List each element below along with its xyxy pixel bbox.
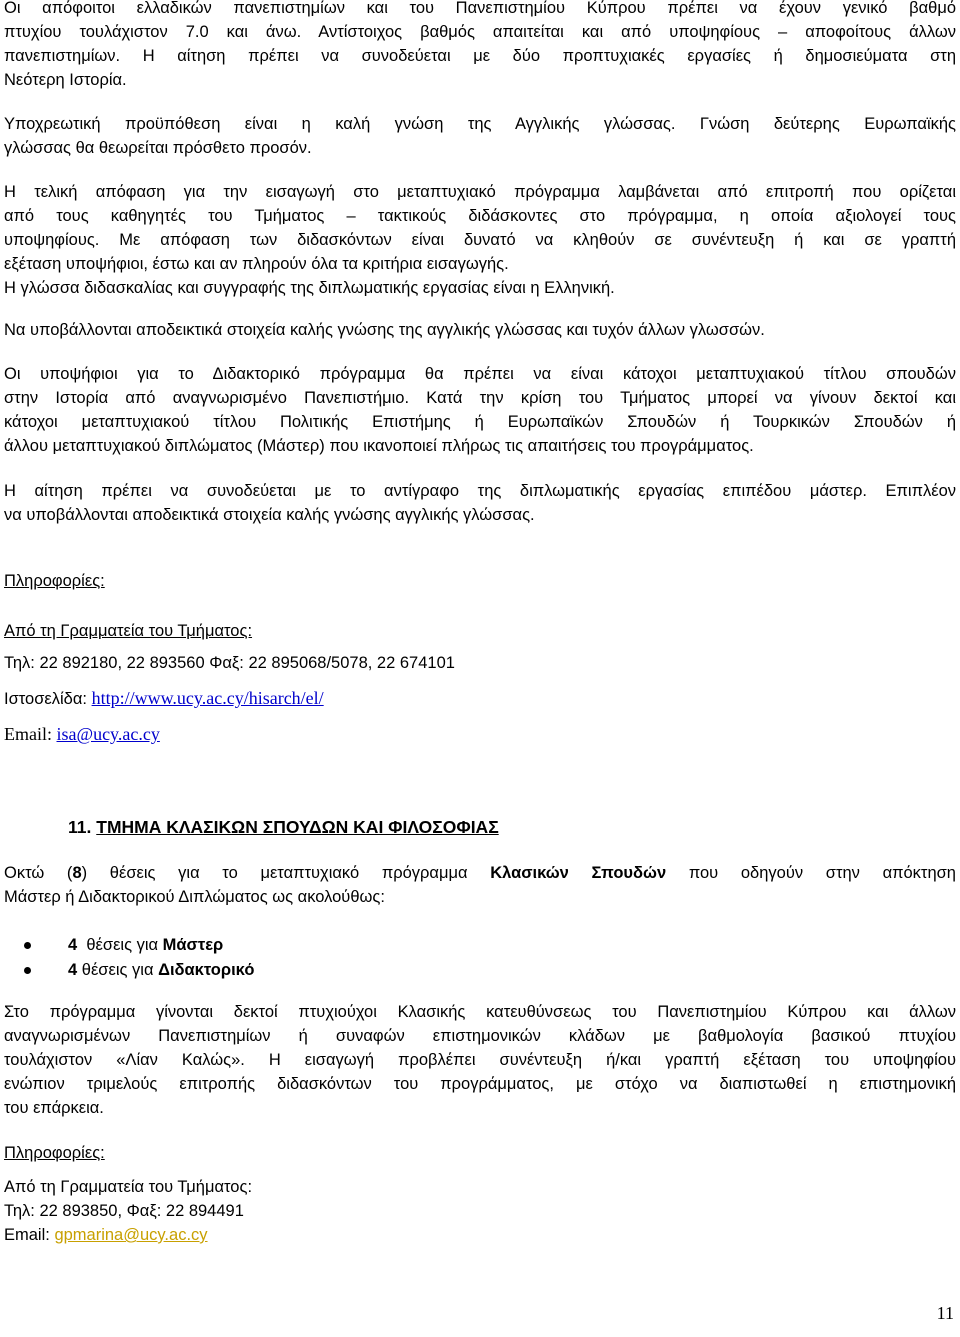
website-line [4, 686, 956, 710]
text-line: Η αίτηση πρέπει να συνοδεύεται με το αντίγραφο της διπλωματικής εργασίας επιπέδου μάστερ. Επιπλέον [4, 482, 956, 500]
text-line: στην Ιστορία από αναγνωρισμένο Πανεπιστήμιο. Κατά την κρίση του Τμήματος μπορεί να γίνουν δεκτοί και [4, 389, 956, 407]
paragraph-positions-intro [4, 861, 956, 909]
email-label: Email: [4, 724, 57, 744]
phone-line [4, 651, 956, 675]
info-label: Πληροφορίες: [4, 1144, 105, 1162]
email-label: Email: [4, 1226, 55, 1244]
text-line: κάτοχοι μεταπτυχιακού τίτλου Πολιτικής Επιστήμης ή Ευρωπαϊκών Σπουδών ή Τουρκικών Σπουδών ή [4, 413, 956, 431]
text-line: Οι απόφοιτοι ελλαδικών πανεπιστημίων και του Πανεπιστημίου Κύπρου πρέπει να έχουν γενικό βαθμό [4, 0, 956, 17]
text-line: Οκτώ (8) θέσεις για το μεταπτυχιακό πρόγραμμα Κλασικών Σπουδών που οδηγούν στην απόκτηση [4, 864, 956, 882]
email-link[interactable]: gpmarina@ucy.ac.cy [54, 1226, 208, 1244]
info-label: Πληροφορίες: [4, 572, 105, 590]
text-line: του επάρκεια. [4, 1099, 104, 1117]
secretariat-label: Από τη Γραμματεία του Τμήματος: [4, 1178, 253, 1196]
list-item: 4 θέσεις για Διδακτορικό [22, 958, 254, 983]
paragraph-final-decision [4, 180, 956, 300]
text-line: Νεότερη Ιστορία. [4, 71, 127, 89]
paragraph-application-docs [4, 479, 956, 527]
secretariat-heading [4, 1175, 956, 1199]
info-block-classics [4, 1141, 956, 1165]
text-line: αναγνωρισμένων Πανεπιστημίων ή συναφών επιστημονικών κλάδων με βαθμολογία βασικού πτυχίου [4, 1027, 956, 1045]
email-line [4, 722, 956, 746]
text-line: Η γλώσσα διδασκαλίας και συγγραφής της διπλωματικής εργασίας είναι η Ελληνική. [4, 279, 615, 297]
text-line: εξέταση υποψήφιοι, έστω και αν πληρούν όλα τα κριτήρια εισαγωγής. [4, 255, 509, 273]
text-line: να υποβάλλονται αποδεικτικά στοιχεία καλής γνώσης αγγλικής γλώσσας. [4, 506, 535, 524]
text-line: υποψηφίους. Με απόφαση των διδασκόντων είναι δυνατό να κληθούν σε συνέντευξη ή και σε γραπτή [4, 231, 956, 249]
text-line: Μάστερ ή Διδακτορικού Διπλώματος ως ακολούθως: [4, 888, 385, 906]
text-line: τουλάχιστον «Λίαν Καλώς». Η εισαγωγή προβλέπει συνέντευξη ή/και γραπτή εξέταση του υποψηφίου [4, 1051, 956, 1069]
bullet-icon [24, 967, 31, 974]
email-link[interactable]: isa@ucy.ac.cy [56, 724, 160, 744]
text-line: Οι υποψήφιοι για το Διδακτορικό πρόγραμμα θα πρέπει να είναι κάτοχοι μεταπτυχιακού τίτλου σπουδών [4, 365, 956, 383]
paragraph-classics-admission [4, 1000, 956, 1120]
secretariat-label: Από τη Γραμματεία του Τμήματος: [4, 622, 253, 640]
paragraph-doctoral-candidates [4, 362, 956, 458]
text-line: άλλου μεταπτυχιακού διπλώματος (Μάστερ) που ικανοποιεί πλήρως τις απαιτήσεις του προγράμματος. [4, 437, 754, 455]
section-heading [68, 817, 499, 838]
text-line: από τους καθηγητές του Τμήματος – τακτικούς διδάσκοντες στο πρόγραμμα, η οποία αξιολογεί τους [4, 207, 956, 225]
positions-list [22, 933, 254, 983]
phone-fax-text: Τηλ: 22 893850, Φαξ: 22 894491 [4, 1202, 244, 1220]
bullet-icon [24, 942, 31, 949]
section-title: ΤΜΗΜΑ ΚΛΑΣΙΚΩΝ ΣΠΟΥΔΩΝ ΚΑΙ ΦΙΛΟΣΟΦΙΑΣ [96, 817, 499, 837]
phone-fax-text: Τηλ: 22 892180, 22 893560 Φαξ: 22 895068/5078, 22 674101 [4, 654, 455, 672]
text-line: πανεπιστημίων. Η αίτηση πρέπει να συνοδεύεται με δύο προπτυχιακές εργασίες ή δημοσιεύματα στη [4, 47, 956, 65]
email-line [4, 1223, 956, 1247]
text-line: Να υποβάλλονται αποδεικτικά στοιχεία καλής γνώσης της αγγλικής γλώσσας και τυχόν άλλων γλωσσών. [4, 321, 765, 339]
website-link[interactable]: http://www.ucy.ac.cy/hisarch/el/ [91, 688, 324, 708]
secretariat-heading [4, 619, 956, 643]
paragraph-language-proof [4, 318, 956, 342]
list-item: 4 θέσεις για Μάστερ [22, 933, 254, 958]
text-line: Η τελική απόφαση για την εισαγωγή στο μεταπτυχιακό πρόγραμμα λαμβάνεται από επιτροπή που ορίζεται [4, 183, 956, 201]
text-line: Υποχρεωτική προϋπόθεση είναι η καλή γνώση της Αγγλικής γλώσσας. Γνώση δεύτερης Ευρωπαϊκής [4, 115, 956, 133]
phone-line [4, 1199, 956, 1223]
website-label: Ιστοσελίδα: [4, 690, 92, 708]
paragraph-language-requirement [4, 112, 956, 160]
page-number: 11 [936, 1303, 954, 1323]
section-number: 11. [68, 817, 92, 837]
text-line: Στο πρόγραμμα γίνονται δεκτοί πτυχιούχοι Κλασικής κατευθύνσεως του Πανεπιστημίου Κύπρου και άλλων [4, 1003, 956, 1021]
paragraph-admission-grade [4, 0, 956, 92]
text-line: γλώσσας θα θεωρείται πρόσθετο προσόν. [4, 139, 312, 157]
text-line: ενώπιον τριμελούς επιτροπής διδασκόντων του προγράμματος, με στόχο να διαπιστωθεί η επιστημονική [4, 1075, 956, 1093]
text-line: πτυχίου τουλάχιστον 7.0 και άνω. Αντίστοιχος βαθμός απαιτείται και από υποψηφίους – αποφοίτους άλλων [4, 23, 956, 41]
info-block-history [4, 569, 956, 593]
